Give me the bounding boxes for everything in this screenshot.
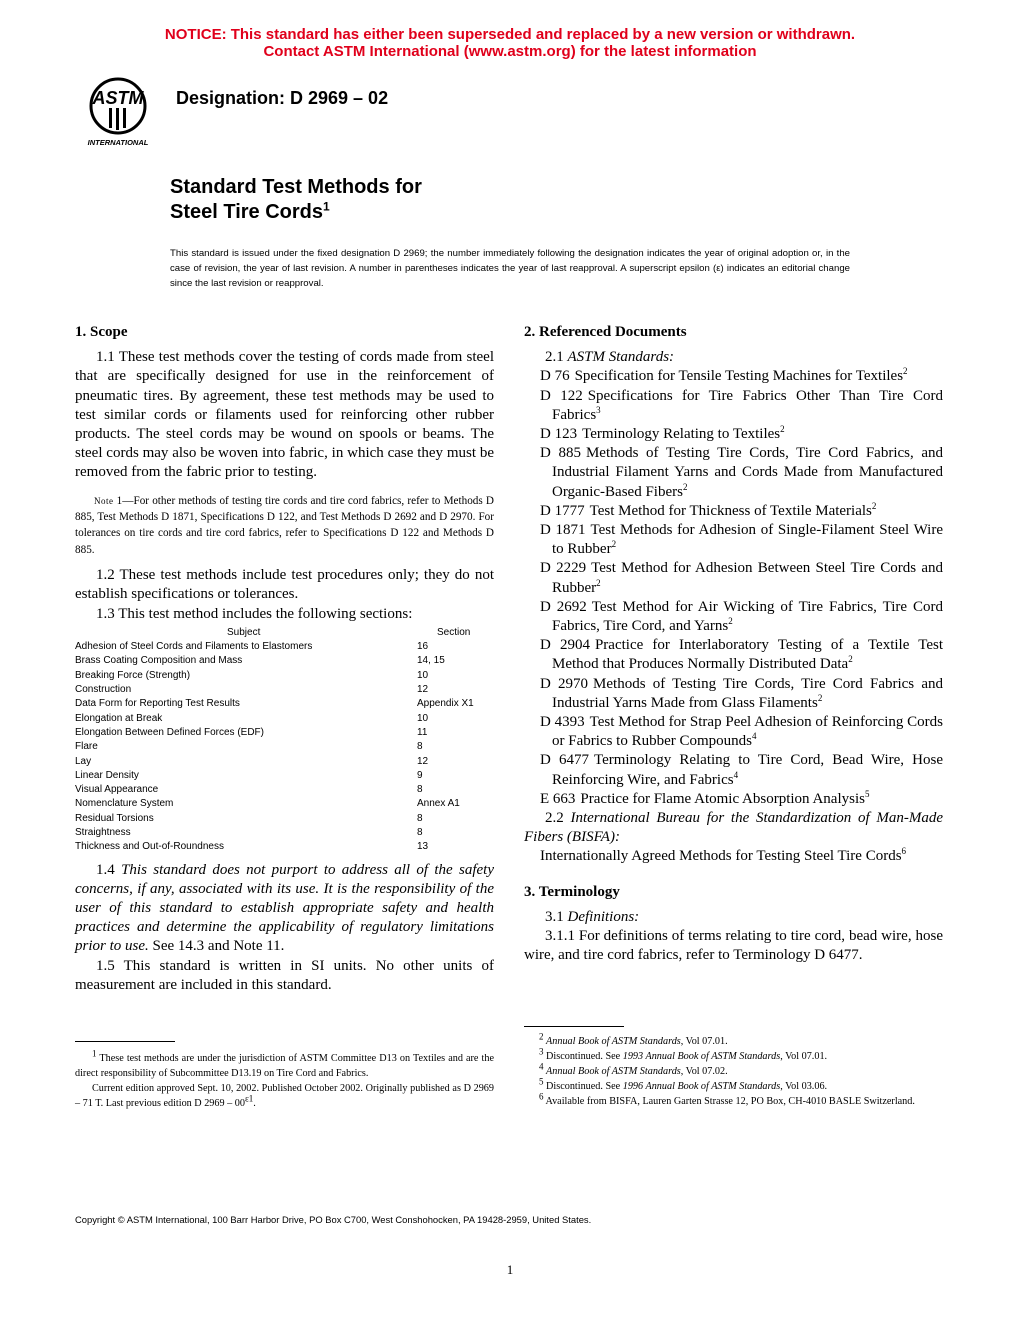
para-1-5: 1.5 This standard is written in SI units. No other units of measurement are included in this standard. — [75, 957, 494, 993]
reference-code[interactable]: D 4393 — [540, 714, 585, 731]
astm-logo-icon — [76, 76, 160, 148]
right-column — [524, 323, 943, 966]
table-cell-section: 11 — [417, 726, 428, 738]
edition-text: Current edition approved Sept. 10, 2002. Published October 2002. Originally published as D 2969 – 71 T. Last previous edition D 2969 – 00 — [75, 1083, 494, 1109]
footnote-italic: 1993 Annual Book of ASTM Standards — [622, 1051, 781, 1062]
note-label: Note — [94, 495, 114, 506]
table-cell-section: Annex A1 — [417, 798, 460, 810]
reference-title: Test Method for Thickness of Textile Materials — [589, 502, 872, 519]
table-row — [75, 783, 494, 797]
note-text: 1—For other methods of testing tire cords and tire cord fabrics, refer to Methods D 885, Test Methods D 1871, Specifications D 122, and Test Methods D 2692 and D 2970. For tolerances on tire cords and tire cord fabrics, refer to Specifications D 122 and Methods D 885. — [75, 494, 494, 556]
table-cell-subject: Thickness and Out-of-Roundness — [75, 841, 224, 853]
reference-title: Specifications for Tire Fabrics Other Than Tire Cord Fabrics — [552, 387, 943, 423]
footnote-italic: 1996 Annual Book of ASTM Standards — [622, 1081, 781, 1092]
reference-item — [524, 367, 943, 386]
footnote-rule-right — [524, 1026, 624, 1027]
reference-item — [524, 521, 943, 559]
table-row — [75, 640, 494, 654]
title-line-2: Steel Tire Cords — [170, 201, 324, 223]
footnote-marker: 2 — [539, 1031, 544, 1042]
table-cell-subject: Visual Appearance — [75, 784, 159, 796]
sections-table — [75, 626, 494, 855]
para-2-1-number: 2.1 — [545, 349, 568, 366]
para-1-3: 1.3 This test method includes the following sections: — [96, 605, 413, 622]
reference-footnote-ref[interactable]: 3 — [596, 404, 601, 415]
para-1-2: 1.2 These test methods include test procedures only; they do not establish specifications or tolerances. — [75, 567, 494, 603]
notice-line-2: Contact ASTM International (www.astm.org) for the latest information — [263, 43, 757, 60]
reference-code[interactable]: D 2970 — [540, 675, 589, 692]
table-row — [75, 826, 494, 840]
reference-title: Test Method for Adhesion Between Steel Tire Cords and Rubber — [552, 560, 943, 596]
footnotes-right — [524, 1031, 943, 1109]
table-row — [75, 654, 494, 668]
reference-code[interactable]: D 76 — [540, 368, 570, 385]
reference-title: Practice for Flame Atomic Absorption Analysis — [580, 790, 865, 807]
table-row — [75, 840, 494, 854]
reference-code[interactable]: D 122 — [540, 387, 583, 404]
para-2-1-label: ASTM Standards: — [567, 349, 675, 366]
table-row — [75, 755, 494, 769]
table-cell-subject: Data Form for Reporting Test Results — [75, 698, 240, 710]
para-1-1: 1.1 These test methods cover the testing of cords made from steel that are specifically designed for use in the reinforcement of pneumatic tires. By agreement, these test methods may be used to test similar cords or filaments used for reinforcing other rubber products. The steel cords may be wound on spools or beams. The steel cords may also be woven into fabric, in which case they must be removed from the fabric prior to testing. — [75, 349, 494, 481]
table-cell-section: 13 — [417, 841, 429, 853]
footnote-pre: Discontinued. See — [543, 1081, 623, 1092]
reference-item — [524, 713, 943, 751]
table-row — [75, 740, 494, 754]
reference-item — [524, 675, 943, 713]
footnote-marker: 4 — [539, 1061, 544, 1072]
table-row — [75, 683, 494, 697]
footnote-italic: Annual Book of ASTM Standards — [546, 1036, 681, 1047]
reference-code[interactable]: D 2692 — [540, 598, 587, 615]
table-row — [75, 669, 494, 683]
footnote-4 — [524, 1061, 943, 1079]
footnotes-left — [75, 1048, 494, 1111]
footnote-6 — [524, 1091, 943, 1109]
table-cell-subject: Brass Coating Composition and Mass — [75, 655, 243, 667]
reference-title: Methods of Testing Tire Cords, Tire Cord Fabrics, and Industrial Filament Yarns and Cords Made from Manufactured Organic-Based Fibers — [552, 445, 943, 500]
table-cell-subject: Linear Density — [75, 769, 139, 781]
reference-title: Test Methods for Adhesion of Single-Filament Steel Wire to Rubber — [552, 522, 944, 558]
footnote-2 — [524, 1031, 943, 1049]
reference-footnote-ref[interactable]: 2 — [848, 654, 853, 665]
logo-sub-text: INTERNATIONAL — [87, 138, 149, 147]
reference-item — [524, 790, 943, 809]
para-3-1-label: Definitions: — [567, 908, 640, 925]
reference-footnote-ref[interactable]: 2 — [871, 500, 877, 511]
astm-logo — [76, 76, 160, 148]
table-cell-subject: Residual Torsions — [75, 812, 154, 824]
table-cell-subject: Lay — [75, 755, 92, 767]
para-3-1-1: 3.1.1 For definitions of terms relating to tire cord, bead wire, hose wire, and tire cord fabrics, refer to Terminology D 6477. — [524, 928, 943, 964]
reference-footnote-ref[interactable]: 2 — [817, 692, 823, 703]
title-line-1: Standard Test Methods for — [170, 176, 422, 198]
bisfa-item — [524, 847, 943, 866]
reference-footnote-ref[interactable]: 4 — [733, 769, 739, 780]
reference-footnote-ref[interactable]: 2 — [780, 424, 785, 435]
scope-heading: 1. Scope — [75, 324, 128, 340]
title-footnote-ref[interactable]: 1 — [323, 199, 330, 214]
table-cell-section: 10 — [417, 669, 429, 681]
para-1-4-tail: See 14.3 and Note 11. — [148, 938, 285, 955]
table-cell-subject: Elongation Between Defined Forces (EDF) — [75, 726, 264, 738]
table-cell-section: 8 — [417, 741, 423, 753]
terminology-heading: 3. Terminology — [524, 883, 620, 900]
reference-title: Terminology Relating to Textiles — [582, 426, 781, 443]
table-cell-subject: Flare — [75, 741, 98, 753]
table-row — [75, 726, 494, 740]
table-cell-subject: Straightness — [75, 827, 131, 839]
bisfa-footnote-ref[interactable]: 6 — [901, 846, 907, 857]
footnote-pre: Discontinued. See — [543, 1051, 623, 1062]
reference-item — [524, 598, 943, 636]
para-1-4-italic: This standard does not purport to address all of the safety concerns, if any, associated with its use. It is the responsibility of the user of this standard to establish appropriate safety and health practices and determine the applicability of regulatory limitations prior to use. — [75, 861, 495, 955]
reference-title: Test Method for Air Wicking of Tire Fabrics, Tire Cord Fabrics, Tire Cord, and Yarns — [552, 598, 943, 635]
reference-code[interactable]: D 2904 — [540, 637, 590, 654]
notice-line-1: NOTICE: This standard has either been superseded and replaced by a new version or withdrawn. — [164, 26, 856, 43]
para-2-2-number: 2.2 — [545, 810, 571, 827]
table-row — [75, 712, 494, 726]
table-cell-subject: Adhesion of Steel Cords and Filaments to Elastomers — [75, 641, 313, 653]
table-cell-subject: Breaking Force (Strength) — [75, 669, 191, 681]
footnote-1-edition — [75, 1081, 494, 1111]
table-cell-section: 14, 15 — [417, 655, 445, 667]
footnote-1 — [75, 1048, 494, 1081]
para-1-4 — [75, 861, 494, 957]
designation: Designation: D 2969 – 02 — [176, 88, 389, 108]
para-2-1 — [524, 348, 943, 367]
superseded-notice — [0, 26, 1020, 60]
reference-title: Test Method for Strap Peel Adhesion of Reinforcing Cords or Fabrics to Rubber Compounds — [552, 714, 943, 750]
reference-footnote-ref[interactable]: 2 — [903, 366, 908, 377]
table-cell-section: 10 — [417, 712, 429, 724]
footnote-post: , Vol 07.02. — [680, 1066, 728, 1077]
table-cell-section: 9 — [417, 769, 423, 781]
reference-footnote-ref[interactable]: 2 — [728, 616, 733, 627]
table-row — [75, 812, 494, 826]
reference-footnote-ref[interactable]: 2 — [682, 481, 688, 492]
reference-list — [524, 367, 943, 809]
footnote-marker: 6 — [539, 1091, 544, 1102]
reference-code[interactable]: D 6477 — [540, 752, 589, 769]
table-cell-section: 8 — [417, 784, 423, 796]
table-row — [75, 697, 494, 711]
reference-item — [524, 387, 943, 425]
table-cell-subject: Construction — [75, 684, 132, 696]
page-number: 1 — [506, 1262, 514, 1277]
footnote-5 — [524, 1076, 943, 1094]
reference-code[interactable]: D 885 — [540, 445, 581, 462]
reference-item — [524, 751, 943, 789]
copyright: Copyright © ASTM International, 100 Barr Harbor Drive, PO Box C700, West Conshohocken, PA 19428-2959, United States. — [75, 1214, 592, 1225]
left-column — [75, 323, 494, 995]
reference-title: Practice for Interlaboratory Testing of a Textile Test Method that Produces Normally Distributed Data — [552, 637, 943, 673]
reference-item — [524, 425, 943, 444]
reference-item — [524, 444, 943, 502]
para-2-2 — [524, 809, 943, 847]
reference-item — [524, 502, 943, 521]
table-cell-section: 8 — [417, 827, 423, 839]
reference-title: Methods of Testing Tire Cords, Tire Cord Fabrics and Industrial Yarns Made from Glass Filaments — [552, 675, 943, 711]
footnote-post: , Vol 07.01. — [780, 1051, 828, 1062]
note-1 — [75, 493, 494, 559]
footnote-post: , Vol 07.01. — [680, 1036, 728, 1047]
table-row — [75, 769, 494, 783]
para-3-1-number: 3.1 — [545, 908, 568, 925]
reference-item — [524, 636, 943, 674]
footnote-1-marker: 1 — [92, 1048, 97, 1059]
footnote-1-text: These test methods are under the jurisdiction of ASTM Committee D13 on Textiles and are the direct responsibility of Subcommittee D13.19 on Tire Cord and Fabrics. — [75, 1053, 494, 1079]
refdocs-heading: 2. Referenced Documents — [524, 324, 687, 340]
para-1-4-number: 1.4 — [96, 861, 122, 878]
table-header-section: Section — [437, 626, 471, 638]
edition-epsilon: ε1 — [244, 1093, 254, 1104]
reference-footnote-ref[interactable]: 5 — [864, 788, 870, 799]
footnote-italic: Annual Book of ASTM Standards — [546, 1066, 681, 1077]
reference-item — [524, 559, 943, 597]
document-title — [170, 175, 422, 225]
edition-end: . — [253, 1098, 256, 1109]
table-cell-section: 12 — [417, 684, 429, 696]
footnote-post: , Vol 03.06. — [780, 1081, 828, 1092]
table-header-subject: Subject — [227, 626, 261, 638]
table-cell-subject: Elongation at Break — [75, 712, 163, 724]
reference-code[interactable]: E 663 — [540, 790, 576, 807]
footnote-rule-left — [75, 1041, 175, 1042]
para-3-1 — [524, 908, 943, 927]
reference-code[interactable]: D 1777 — [540, 502, 585, 519]
table-cell-subject: Nomenclature System — [75, 798, 174, 810]
reference-title: Specification for Tensile Testing Machines for Textiles — [574, 368, 904, 385]
reference-footnote-ref[interactable]: 4 — [752, 731, 757, 742]
table-cell-section: 12 — [417, 755, 429, 767]
table-row — [75, 797, 494, 811]
footnote-marker: 5 — [539, 1076, 544, 1087]
reference-footnote-ref[interactable]: 2 — [596, 577, 601, 588]
table-cell-section: 8 — [417, 812, 423, 824]
reference-footnote-ref[interactable]: 2 — [611, 539, 617, 550]
bisfa-item-text: Internationally Agreed Methods for Testing Steel Tire Cords — [540, 848, 902, 865]
reference-code[interactable]: D 1871 — [540, 522, 586, 539]
issued-note: This standard is issued under the fixed designation D 2969; the number immediately following the designation indicates the year of original adoption or, in the case of revision, the year of last revision. A number in parentheses indicates the year of last reapproval. A superscript epsilon (ε) indicates an editorial change since the last revision or reapproval. — [170, 248, 850, 289]
footnote-pre: Available from BISFA, Lauren Garten Strasse 12, PO Box, CH-4010 BASLE Switzerland. — [543, 1096, 915, 1107]
reference-title: Terminology Relating to Tire Cord, Bead Wire, Hose Reinforcing Wire, and Fabrics — [552, 752, 943, 788]
table-cell-section: 16 — [417, 641, 429, 653]
table-cell-section: Appendix X1 — [417, 698, 474, 710]
logo-text: ASTM — [92, 88, 144, 108]
footnote-3 — [524, 1046, 943, 1064]
reference-code[interactable]: D 2229 — [540, 560, 587, 577]
reference-code[interactable]: D 123 — [540, 426, 578, 443]
para-2-2-label: International Bureau for the Standardization of Man-Made Fibers (BISFA): — [524, 810, 944, 846]
footnote-marker: 3 — [539, 1046, 544, 1057]
